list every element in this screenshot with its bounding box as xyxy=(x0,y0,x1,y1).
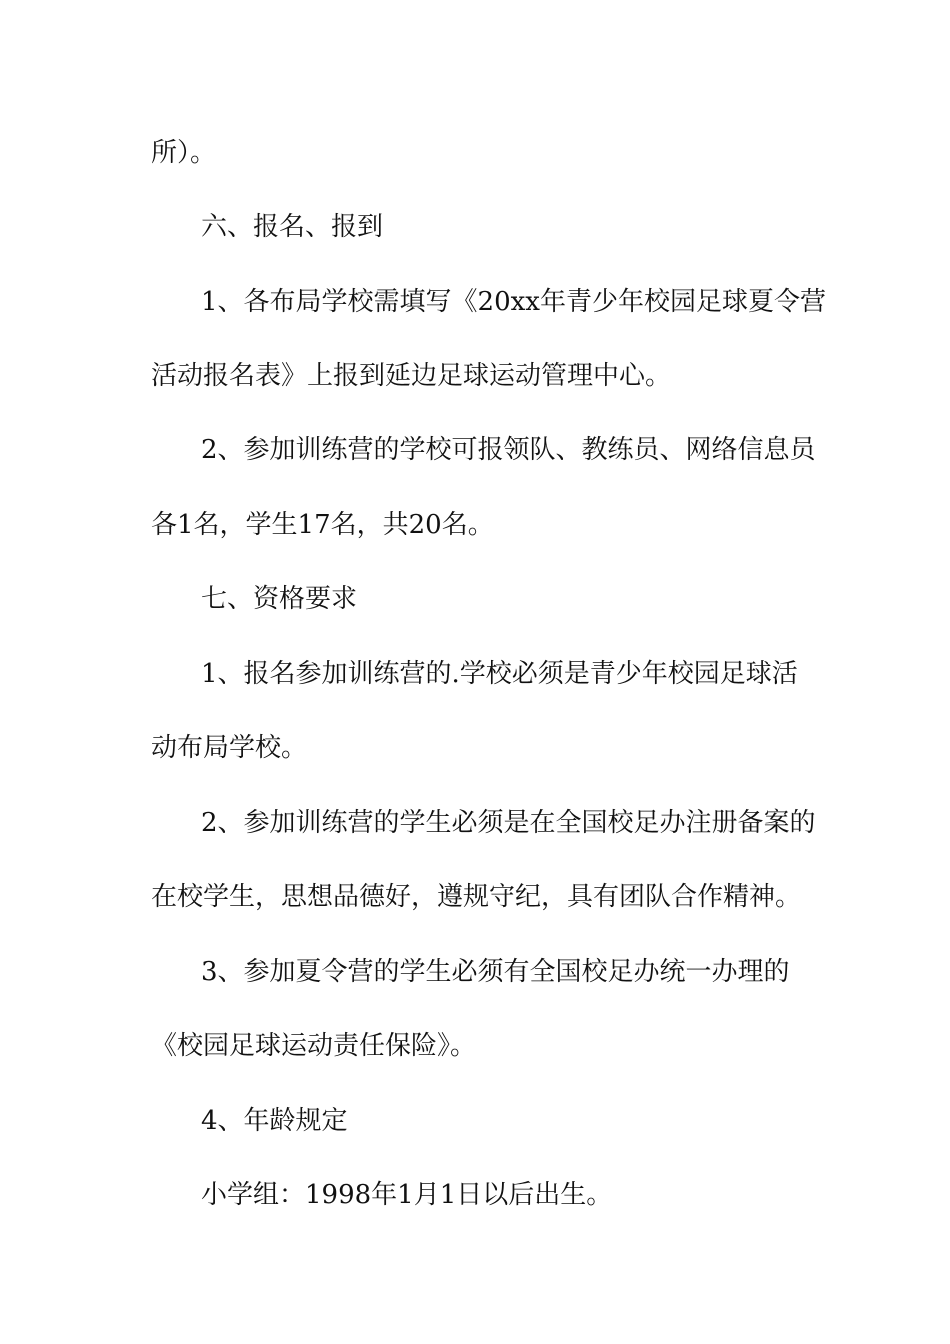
section-heading: 六、报名、报到 xyxy=(201,212,384,242)
paragraph-line: 1、各布局学校需填写《20xx年青少年校园足球夏令营 xyxy=(201,287,826,317)
paragraph-line: 3、参加夏令营的学生必须有全国校足办统一办理的 xyxy=(201,957,790,987)
paragraph-line: 动布局学校。 xyxy=(151,733,308,763)
paragraph-line: 在校学生，思想品德好，遵规守纪，具有团队合作精神。 xyxy=(151,882,802,912)
paragraph-line: 小学组：1998年1月1日以后出生。 xyxy=(201,1180,613,1210)
paragraph-line: 所）。 xyxy=(151,138,217,168)
paragraph-line: 各1名，学生17名，共20名。 xyxy=(151,510,494,540)
paragraph-line: 2、参加训练营的学校可报领队、教练员、网络信息员 xyxy=(201,435,816,465)
paragraph-line: 4、年龄规定 xyxy=(201,1106,348,1136)
paragraph-line: 《校园足球运动责任保险》。 xyxy=(151,1031,477,1061)
paragraph-line: 活动报名表》上报到延边足球运动管理中心。 xyxy=(151,361,672,391)
section-heading: 七、资格要求 xyxy=(201,584,358,614)
paragraph-line: 2、参加训练营的学生必须是在全国校足办注册备案的 xyxy=(201,808,816,838)
paragraph-line: 1、报名参加训练营的.学校必须是青少年校园足球活 xyxy=(201,659,798,689)
